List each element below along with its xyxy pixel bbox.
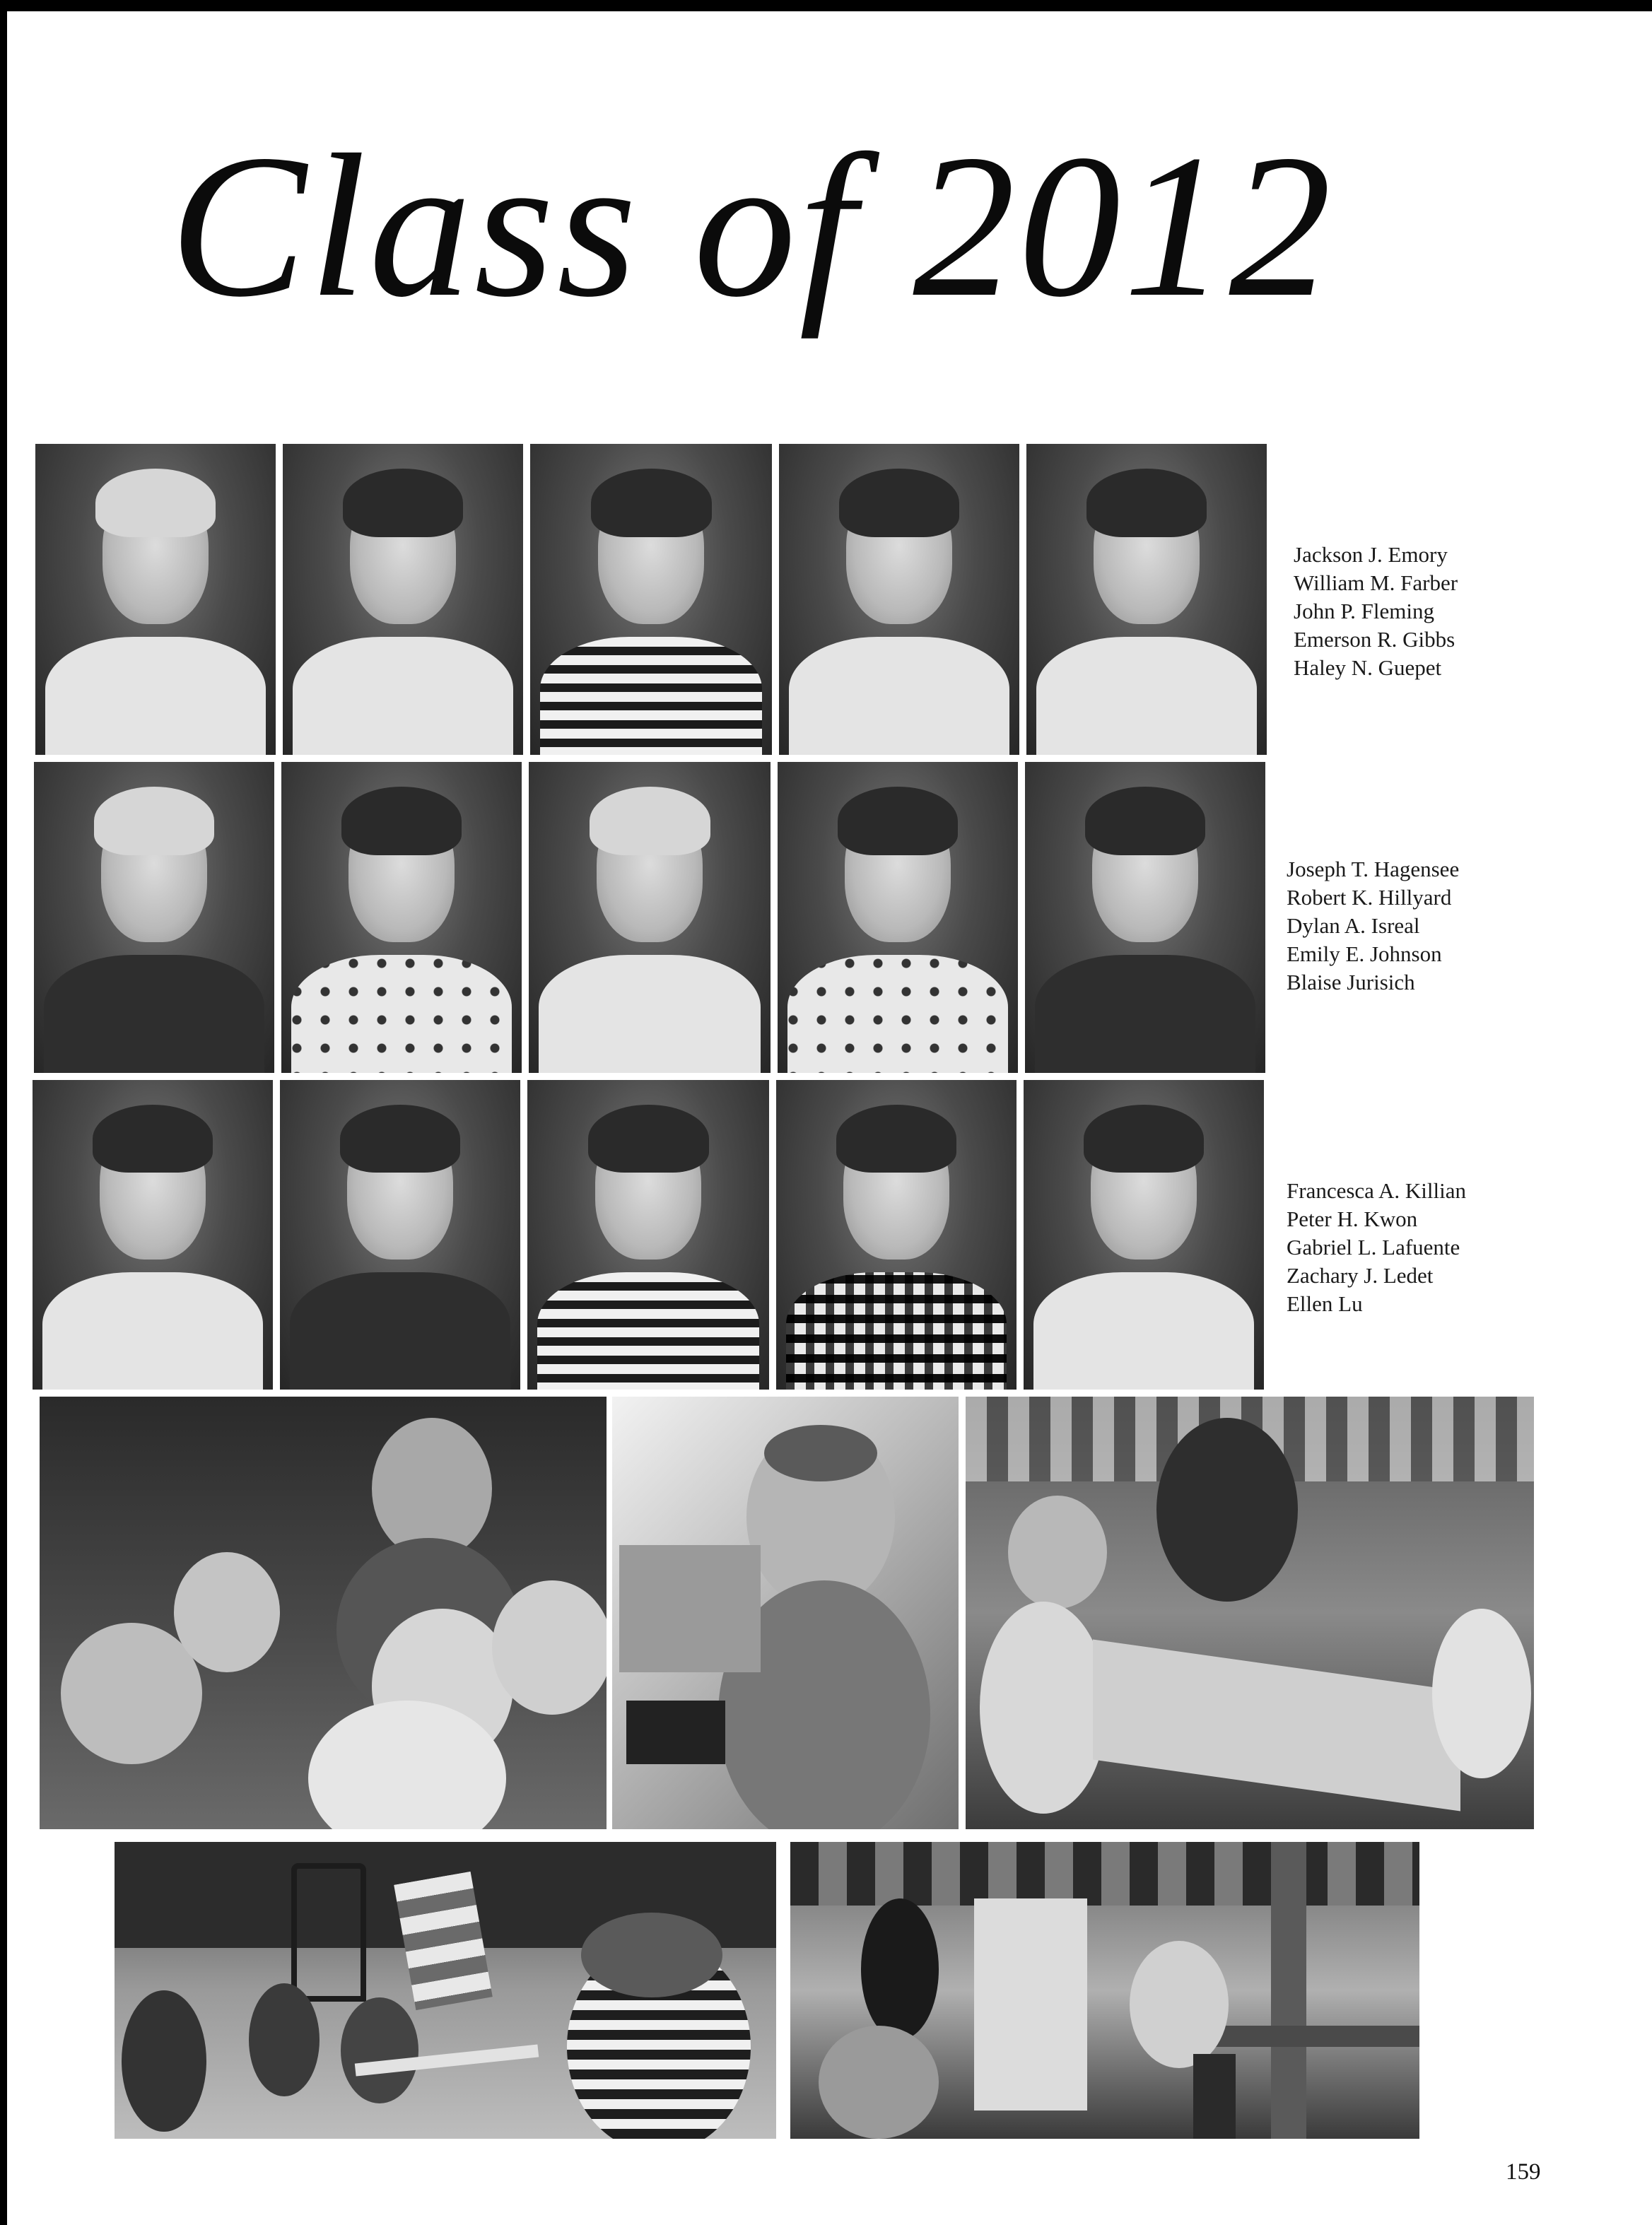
- page-title: Class of 2012: [170, 112, 1335, 339]
- student-name: Haley N. Guepet: [1294, 655, 1442, 680]
- student-name: John P. Fleming: [1294, 599, 1434, 623]
- portrait-photo: [33, 1080, 273, 1390]
- portrait-photo: [1024, 1080, 1264, 1390]
- portrait-photo: [529, 762, 771, 1073]
- student-name: Emerson R. Gibbs: [1294, 627, 1455, 652]
- student-name: Ellen Lu: [1287, 1291, 1363, 1316]
- top-border: [0, 0, 1652, 11]
- portrait-photo: [34, 762, 274, 1073]
- portrait-photo: [1025, 762, 1265, 1073]
- portrait-photo: [778, 762, 1018, 1073]
- left-border: [0, 0, 7, 2225]
- student-name: Blaise Jurisich: [1287, 970, 1415, 994]
- candid-photo-playground: [790, 1842, 1419, 2139]
- candid-photo-reading-corner: [612, 1397, 959, 1829]
- candid-photo-classroom: [40, 1397, 607, 1829]
- student-name: Emily E. Johnson: [1287, 941, 1442, 966]
- student-name: Zachary J. Ledet: [1287, 1263, 1434, 1288]
- candid-photo-pinata: [115, 1842, 776, 2139]
- portrait-photo: [1026, 444, 1267, 755]
- student-name: Robert K. Hillyard: [1287, 885, 1452, 910]
- student-name: William M. Farber: [1294, 570, 1458, 595]
- student-name: Jackson J. Emory: [1294, 542, 1448, 567]
- portrait-photo: [280, 1080, 520, 1390]
- portrait-photo: [35, 444, 276, 755]
- student-name: Joseph T. Hagensee: [1287, 857, 1460, 881]
- page-number: 159: [1506, 2159, 1541, 2185]
- student-name: Peter H. Kwon: [1287, 1207, 1418, 1231]
- portrait-photo: [281, 762, 522, 1073]
- student-name: Francesca A. Killian: [1287, 1178, 1466, 1203]
- name-list: [1287, 855, 1484, 997]
- portrait-photo: [527, 1080, 769, 1390]
- candid-photo-party: [966, 1397, 1534, 1829]
- student-name: Dylan A. Isreal: [1287, 913, 1420, 938]
- student-name: Gabriel L. Lafuente: [1287, 1235, 1460, 1260]
- name-list: [1287, 1177, 1492, 1318]
- name-list: [1294, 541, 1477, 682]
- portrait-photo: [283, 444, 523, 755]
- portrait-photo: [779, 444, 1019, 755]
- portrait-photo: [530, 444, 772, 755]
- portrait-photo: [776, 1080, 1017, 1390]
